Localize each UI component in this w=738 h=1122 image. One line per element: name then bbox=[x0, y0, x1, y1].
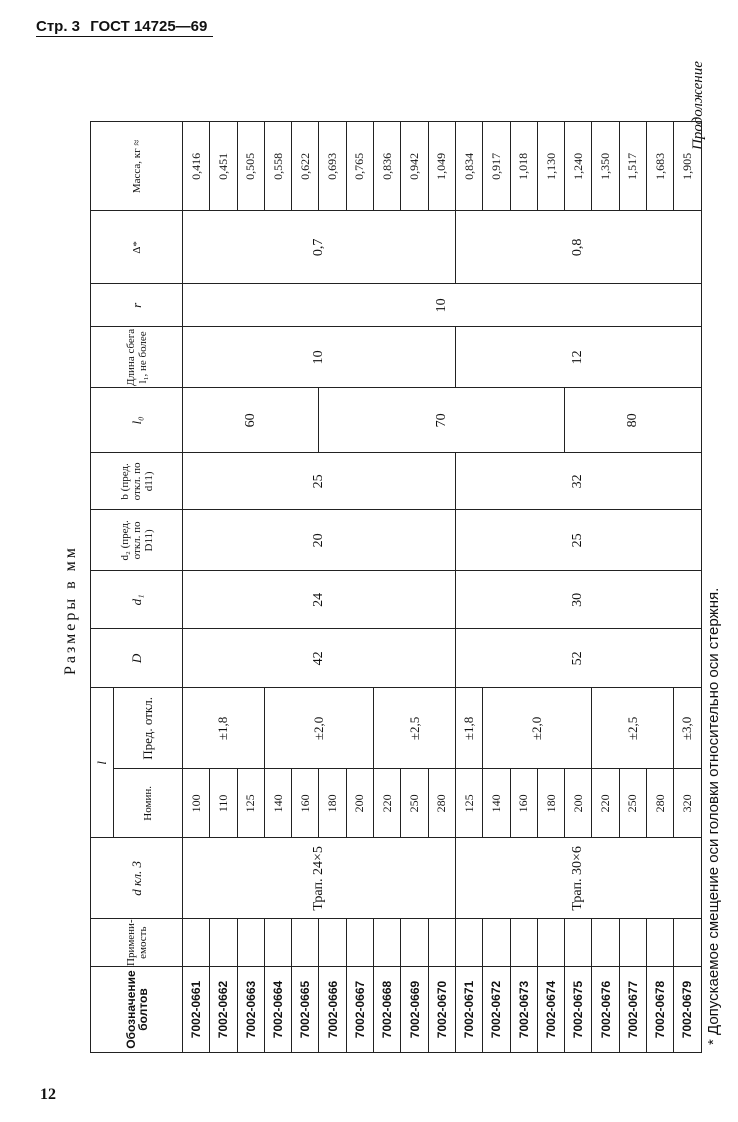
l-nom-cell: 200 bbox=[346, 769, 373, 838]
l1-cell: 12 bbox=[455, 327, 701, 388]
page-number: 12 bbox=[40, 1086, 56, 1103]
mass-cell: 0,505 bbox=[237, 122, 264, 211]
l-pred-cell: ±2,0 bbox=[483, 688, 592, 769]
mass-cell: 1,130 bbox=[537, 122, 564, 211]
mass-cell: 1,350 bbox=[592, 122, 619, 211]
mass-cell: 0,451 bbox=[210, 122, 237, 211]
col-b: b (пред. откл. по d11) bbox=[91, 453, 183, 510]
l-nom-cell: 160 bbox=[292, 769, 319, 838]
col-r: r bbox=[91, 284, 183, 327]
col-d: d кл. 3 bbox=[91, 838, 183, 919]
delta-cell: 0,8 bbox=[455, 211, 701, 284]
footnote: * Допускаемое смещение оси головки относительно оси стержня. bbox=[705, 587, 722, 1045]
l-nom-cell: 220 bbox=[374, 769, 401, 838]
table-row-code: 7002-0678 bbox=[647, 967, 674, 1053]
table-row-code: 7002-0667 bbox=[346, 967, 373, 1053]
applicability-cell bbox=[592, 919, 619, 967]
l0-cell: 70 bbox=[319, 388, 565, 453]
col-applicability: Примени-емость bbox=[91, 919, 183, 967]
applicability-cell bbox=[237, 919, 264, 967]
table-row-code: 7002-0670 bbox=[428, 967, 455, 1053]
l-pred-cell: ±2,5 bbox=[592, 688, 674, 769]
l-nom-cell: 250 bbox=[619, 769, 646, 838]
col-d1: d₁ bbox=[91, 571, 183, 629]
mass-cell: 1,905 bbox=[674, 122, 701, 211]
mass-cell: 1,049 bbox=[428, 122, 455, 211]
applicability-cell bbox=[346, 919, 373, 967]
l-nom-cell: 140 bbox=[264, 769, 291, 838]
applicability-cell bbox=[537, 919, 564, 967]
l-nom-cell: 320 bbox=[674, 769, 701, 838]
d-cell: Трап. 30×6 bbox=[455, 838, 701, 919]
l-nom-cell: 125 bbox=[455, 769, 482, 838]
mass-cell: 0,834 bbox=[455, 122, 482, 211]
l0-cell: 80 bbox=[565, 388, 701, 453]
l-nom-cell: 280 bbox=[428, 769, 455, 838]
r-cell: 10 bbox=[183, 284, 702, 327]
applicability-cell bbox=[210, 919, 237, 967]
l-nom-cell: 110 bbox=[210, 769, 237, 838]
l-nom-cell: 180 bbox=[319, 769, 346, 838]
mass-cell: 0,942 bbox=[401, 122, 428, 211]
b-cell: 32 bbox=[455, 453, 701, 510]
mass-cell: 0,693 bbox=[319, 122, 346, 211]
col-mass: Масса, кг ≈ bbox=[91, 122, 183, 211]
col-code: Обозначение болтов bbox=[91, 967, 183, 1053]
page-label: Стр. 3 bbox=[36, 18, 81, 35]
table-row-code: 7002-0671 bbox=[455, 967, 482, 1053]
l-pred-cell: ±3,0 bbox=[674, 688, 701, 769]
applicability-cell bbox=[455, 919, 482, 967]
D-cell: 42 bbox=[183, 629, 456, 688]
l-pred-cell: ±1,8 bbox=[455, 688, 482, 769]
applicability-cell bbox=[428, 919, 455, 967]
d1-cell: 30 bbox=[455, 571, 701, 629]
l-nom-cell: 280 bbox=[647, 769, 674, 838]
applicability-cell bbox=[565, 919, 592, 967]
l1-cell: 10 bbox=[183, 327, 456, 388]
l-pred-cell: ±2,5 bbox=[374, 688, 456, 769]
applicability-cell bbox=[374, 919, 401, 967]
table-row-code: 7002-0679 bbox=[674, 967, 701, 1053]
col-l0: l₀ bbox=[91, 388, 183, 453]
applicability-cell bbox=[510, 919, 537, 967]
table-row-code: 7002-0673 bbox=[510, 967, 537, 1053]
l-nom-cell: 140 bbox=[483, 769, 510, 838]
applicability-cell bbox=[319, 919, 346, 967]
table-row-code: 7002-0662 bbox=[210, 967, 237, 1053]
mass-cell: 0,917 bbox=[483, 122, 510, 211]
d2-cell: 25 bbox=[455, 510, 701, 571]
col-l1: Длина сбега l₁, не более bbox=[91, 327, 183, 388]
d-cell: Трап. 24×5 bbox=[183, 838, 456, 919]
applicability-cell bbox=[619, 919, 646, 967]
l-pred-cell: ±1,8 bbox=[183, 688, 265, 769]
page-header bbox=[36, 18, 213, 37]
applicability-cell bbox=[292, 919, 319, 967]
table-row-code: 7002-0663 bbox=[237, 967, 264, 1053]
l-nom-cell: 160 bbox=[510, 769, 537, 838]
col-l: l bbox=[91, 688, 114, 838]
table-row-code: 7002-0676 bbox=[592, 967, 619, 1053]
mass-cell: 1,018 bbox=[510, 122, 537, 211]
table-row-code: 7002-0664 bbox=[264, 967, 291, 1053]
table-row-code: 7002-0669 bbox=[401, 967, 428, 1053]
l0-cell: 60 bbox=[183, 388, 319, 453]
table-row-code: 7002-0666 bbox=[319, 967, 346, 1053]
b-cell: 25 bbox=[183, 453, 456, 510]
col-l-nom: Номин. bbox=[114, 769, 183, 838]
table-row-code: 7002-0675 bbox=[565, 967, 592, 1053]
d1-cell: 24 bbox=[183, 571, 456, 629]
table-row-code: 7002-0661 bbox=[183, 967, 210, 1053]
mass-cell: 1,683 bbox=[647, 122, 674, 211]
l-nom-cell: 200 bbox=[565, 769, 592, 838]
applicability-cell bbox=[264, 919, 291, 967]
D-cell: 52 bbox=[455, 629, 701, 688]
table-row-code: 7002-0668 bbox=[374, 967, 401, 1053]
l-nom-cell: 100 bbox=[183, 769, 210, 838]
sizes-caption: Размеры в мм bbox=[62, 545, 79, 675]
l-nom-cell: 250 bbox=[401, 769, 428, 838]
applicability-cell bbox=[647, 919, 674, 967]
delta-cell: 0,7 bbox=[183, 211, 456, 284]
table-row-code: 7002-0672 bbox=[483, 967, 510, 1053]
mass-cell: 0,622 bbox=[292, 122, 319, 211]
l-pred-cell: ±2,0 bbox=[264, 688, 373, 769]
rotated-table-page bbox=[0, 61, 738, 1105]
table-row-code: 7002-0665 bbox=[292, 967, 319, 1053]
applicability-cell bbox=[401, 919, 428, 967]
applicability-cell bbox=[183, 919, 210, 967]
mass-cell: 0,765 bbox=[346, 122, 373, 211]
d2-cell: 20 bbox=[183, 510, 456, 571]
mass-cell: 1,517 bbox=[619, 122, 646, 211]
mass-cell: 1,240 bbox=[565, 122, 592, 211]
table-row-code: 7002-0674 bbox=[537, 967, 564, 1053]
mass-cell: 0,836 bbox=[374, 122, 401, 211]
col-d2: d₂ (пред. откл. по D11) bbox=[91, 510, 183, 571]
mass-cell: 0,416 bbox=[183, 122, 210, 211]
col-l-pred: Пред. откл. bbox=[114, 688, 183, 769]
col-D: D bbox=[91, 629, 183, 688]
continuation-label: Продолжение bbox=[690, 61, 706, 150]
mass-cell: 0,558 bbox=[264, 122, 291, 211]
table-row-code: 7002-0677 bbox=[619, 967, 646, 1053]
standard-number: ГОСТ 14725—69 bbox=[90, 18, 208, 35]
applicability-cell bbox=[483, 919, 510, 967]
l-nom-cell: 125 bbox=[237, 769, 264, 838]
bolt-dimensions-table bbox=[90, 121, 702, 1053]
l-nom-cell: 220 bbox=[592, 769, 619, 838]
l-nom-cell: 180 bbox=[537, 769, 564, 838]
applicability-cell bbox=[674, 919, 701, 967]
col-delta: Δ* bbox=[91, 211, 183, 284]
